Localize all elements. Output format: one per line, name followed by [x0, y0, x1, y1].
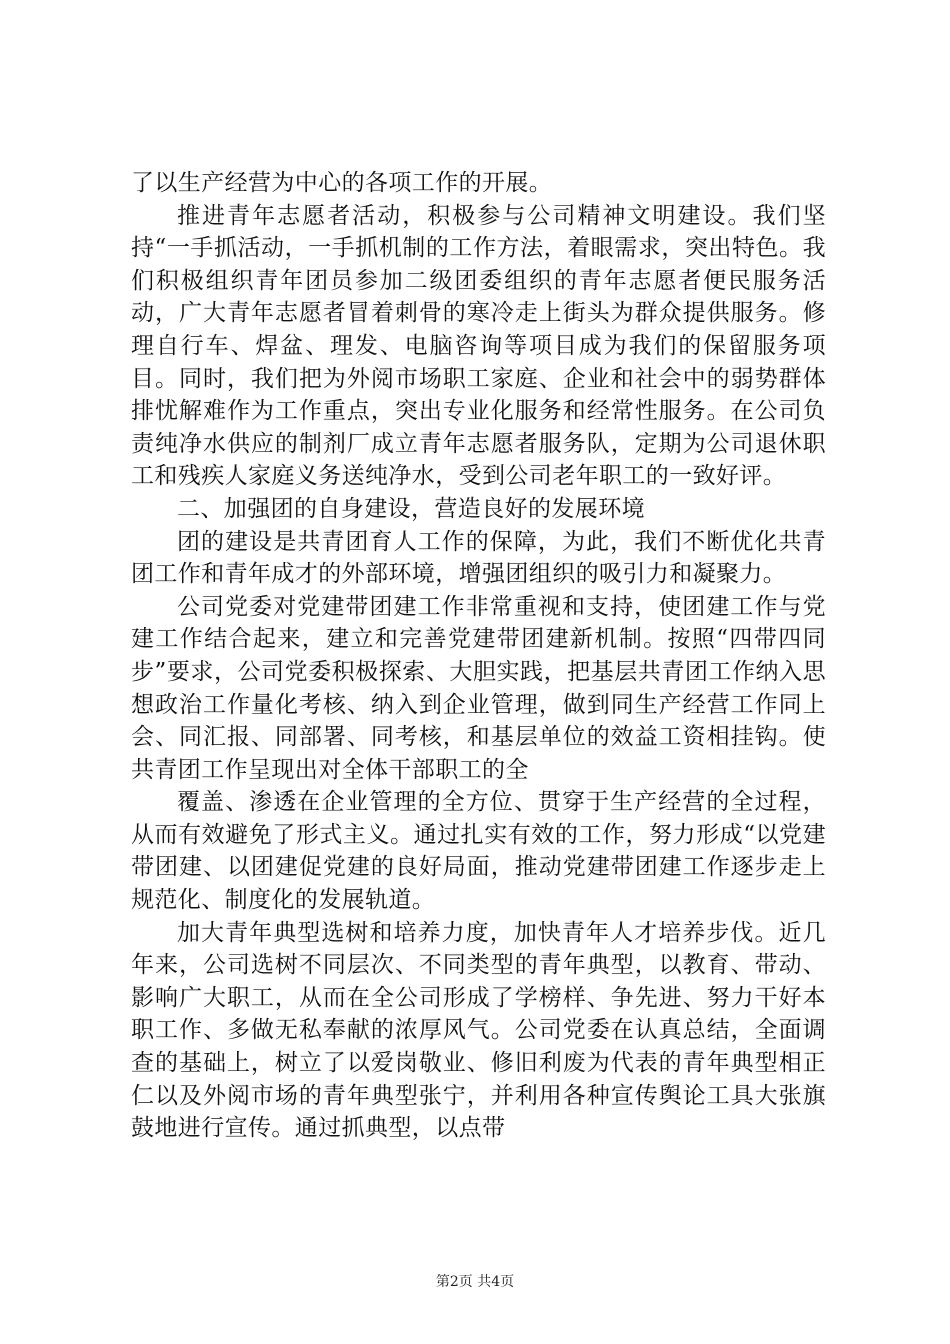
document-body	[131, 167, 826, 1145]
page-number-footer: 第2页 共4页	[435, 1274, 515, 1290]
paragraph-party-building: 公司党委对党建带团建工作非常重视和支持，使团建工作与党建工作结合起来，建立和完善党建带团建新机制。按照“四带四同步”要求，公司党委积极探索、大胆实践，把基层共青团工作纳入思想政治工作量化考核、纳入到企业管理，做到同生产经营工作同上会、同汇报、同部署、同考核，和基层单位的效益工资相挂钩。使共青团工作呈现出对全体干部职工的全	[131, 593, 826, 783]
section-heading-two: 二、加强团的自身建设，营造良好的发展环境	[177, 495, 645, 522]
paragraph-volunteer-activities: 推进青年志愿者活动，积极参与公司精神文明建设。我们坚持“一手抓活动，一手抓机制的工作方法，着眼需求，突出特色。我们积极组织青年团员参加二级团委组织的青年志愿者便民服务活动，广大青年志愿者冒着刺骨的寒冷走上街头为群众提供服务。修理自行车、焊盆、理发、电脑咨询等项目成为我们的保留服务项目。同时，我们把为外阅市场职工家庭、企业和社会中的弱势群体排忧解难作为工作重点，突出专业化服务和经常性服务。在公司负责纯净水供应的制剂厂成立青年志愿者服务队，定期为公司退休职工和残疾人家庭义务送纯净水，受到公司老年职工的一致好评。	[131, 202, 826, 490]
paragraph-youth-models: 加大青年典型选树和培养力度，加快青年人才培养步伐。近几年来，公司选树不同层次、不同类型的青年典型，以教育、带动、影响广大职工，从而在全公司形成了学榜样、争先进、努力干好本职工作、多做无私奉献的浓厚风气。公司党委在认真总结，全面调查的基础上，树立了以爱岗敬业、修旧利废为代表的青年典型相正仁以及外阅市场的青年典型张宁，并利用各种宣传舆论工具大张旗鼓地进行宣传。通过抓典型，以点带	[131, 919, 826, 1142]
paragraph-coverage: 覆盖、渗透在企业管理的全方位、贯穿于生产经营的全过程，从而有效避免了形式主义。通过扎实有效的工作，努力形成“以党建带团建、以团建促党建的良好局面，推动党建带团建工作逐步走上规范化、制度化的发展轨道。	[131, 789, 826, 914]
paragraph-team-building: 团的建设是共青团育人工作的保障，为此，我们不断优化共青团工作和青年成才的外部环境，增强团组织的吸引力和凝聚力。	[131, 528, 826, 588]
paragraph-continuation: 了以生产经营为中心的各项工作的开展。	[131, 170, 553, 196]
